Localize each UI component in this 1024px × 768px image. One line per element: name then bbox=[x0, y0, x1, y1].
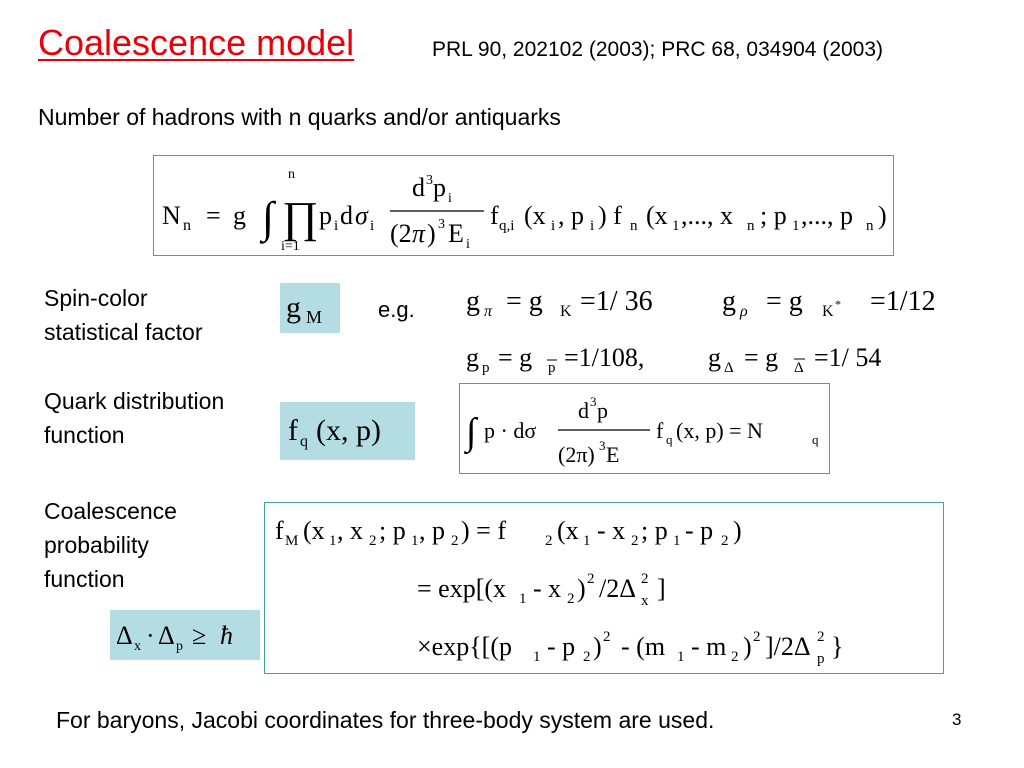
svg-text:- p: - p bbox=[685, 516, 714, 545]
svg-text:= exp[(x: = exp[(x bbox=[417, 574, 507, 603]
svg-text:(x: (x bbox=[303, 516, 325, 545]
svg-text:q,i: q,i bbox=[499, 218, 515, 234]
svg-text:(x, p): (x, p) bbox=[316, 414, 381, 447]
svg-text:2: 2 bbox=[583, 649, 591, 665]
svg-text:ρ: ρ bbox=[740, 303, 748, 320]
svg-text:n: n bbox=[866, 218, 874, 234]
svg-text:2: 2 bbox=[451, 533, 459, 549]
svg-text:g: g bbox=[466, 343, 479, 372]
svg-text:=1/12: =1/12 bbox=[870, 286, 936, 317]
svg-text:Δ: Δ bbox=[158, 621, 175, 650]
uncertainty-relation bbox=[110, 610, 260, 660]
svg-text:Δ: Δ bbox=[794, 360, 804, 376]
svg-text:,..., p: ,..., p bbox=[801, 201, 853, 230]
quark-normalization bbox=[460, 384, 831, 475]
svg-text:p: p bbox=[176, 639, 183, 654]
svg-text:*: * bbox=[835, 297, 841, 311]
svg-text:M: M bbox=[285, 533, 299, 549]
svg-text:(x, p) = N: (x, p) = N bbox=[676, 418, 763, 443]
svg-text:; p: ; p bbox=[641, 516, 668, 545]
svg-text:1: 1 bbox=[411, 533, 419, 549]
svg-text:∏: ∏ bbox=[282, 193, 319, 242]
coalescence-probability-formula bbox=[265, 503, 945, 675]
svg-text:= g: = g bbox=[744, 343, 779, 372]
svg-text:·: · bbox=[146, 621, 155, 650]
svg-text:x: x bbox=[134, 639, 141, 654]
svg-text:g: g bbox=[708, 343, 721, 372]
svg-text:): ) bbox=[743, 632, 752, 661]
svg-text:f: f bbox=[656, 418, 664, 443]
svg-text:, x: , x bbox=[337, 516, 363, 545]
svg-text:2: 2 bbox=[369, 533, 377, 549]
svg-text:Δ: Δ bbox=[116, 621, 133, 650]
label-quark-distribution: Quark distribution function bbox=[44, 388, 225, 448]
svg-text:3: 3 bbox=[426, 173, 433, 188]
main-formula-box bbox=[153, 155, 894, 256]
svg-text:g: g bbox=[286, 291, 301, 324]
svg-text:p: p bbox=[482, 360, 490, 376]
svg-text:/2Δ: /2Δ bbox=[599, 574, 636, 603]
svg-text:(2: (2 bbox=[390, 219, 412, 248]
svg-text:n: n bbox=[288, 167, 295, 182]
svg-text:i: i bbox=[448, 191, 452, 206]
svg-text:= g: = g bbox=[498, 343, 533, 372]
svg-text:1: 1 bbox=[583, 533, 591, 549]
gm-symbol-box bbox=[280, 283, 340, 333]
svg-text:E: E bbox=[606, 442, 620, 467]
svg-text:, p: , p bbox=[558, 201, 584, 230]
gm-symbol bbox=[280, 283, 340, 333]
subtitle: Number of hadrons with n quarks and/or antiquarks bbox=[38, 104, 561, 130]
svg-text:d: d bbox=[412, 173, 425, 202]
svg-text:2: 2 bbox=[753, 629, 761, 645]
svg-text:ħ: ħ bbox=[220, 621, 233, 650]
svg-text:= g: = g bbox=[766, 286, 803, 317]
svg-text:n: n bbox=[183, 217, 191, 234]
svg-text:Δ: Δ bbox=[724, 360, 734, 376]
svg-text:q: q bbox=[666, 432, 673, 447]
svg-text:- p: - p bbox=[547, 632, 576, 661]
svg-text:, p: , p bbox=[419, 516, 445, 545]
label-coalescence-probability: Coalescence probability function bbox=[44, 498, 177, 592]
svg-text:2: 2 bbox=[603, 629, 611, 645]
svg-text:≥: ≥ bbox=[192, 621, 207, 650]
svg-text:∫: ∫ bbox=[466, 411, 477, 453]
svg-text:i: i bbox=[466, 237, 470, 252]
svg-text:p: p bbox=[433, 173, 446, 202]
svg-text:): ) bbox=[733, 516, 742, 545]
svg-text:f: f bbox=[490, 201, 499, 230]
fq-symbol bbox=[280, 402, 415, 460]
svg-text:2: 2 bbox=[731, 649, 739, 665]
svg-text:2: 2 bbox=[567, 591, 575, 607]
svg-text:- x: - x bbox=[533, 574, 562, 603]
svg-text:) = f: ) = f bbox=[461, 516, 506, 545]
svg-text:2: 2 bbox=[587, 571, 595, 587]
svg-text:(2π): (2π) bbox=[558, 442, 595, 467]
svg-text:1: 1 bbox=[672, 218, 680, 234]
svg-text:p: p bbox=[319, 201, 332, 230]
svg-text:1: 1 bbox=[519, 591, 527, 607]
svg-text:=1/ 36: =1/ 36 bbox=[580, 286, 653, 317]
svg-text:3: 3 bbox=[590, 394, 597, 409]
svg-text:; p: ; p bbox=[379, 516, 406, 545]
svg-text:2: 2 bbox=[641, 571, 649, 587]
svg-text:∫: ∫ bbox=[262, 193, 275, 242]
fq-symbol-box bbox=[280, 402, 415, 460]
svg-text:,..., x: ,..., x bbox=[681, 201, 733, 230]
eg-label: e.g. bbox=[378, 297, 415, 322]
svg-text:d: d bbox=[340, 201, 353, 230]
svg-text:): ) bbox=[577, 574, 586, 603]
svg-text:d: d bbox=[578, 398, 589, 423]
svg-text:i=1: i=1 bbox=[281, 239, 300, 254]
svg-text:x: x bbox=[641, 593, 649, 609]
svg-text:= g: = g bbox=[506, 286, 543, 317]
svg-text:M: M bbox=[306, 307, 323, 327]
svg-text:2: 2 bbox=[631, 533, 639, 549]
coalescence-probability-box bbox=[264, 502, 944, 674]
svg-text:p: p bbox=[597, 398, 608, 423]
svg-text:i: i bbox=[370, 218, 375, 234]
svg-text:): ) bbox=[427, 219, 436, 248]
svg-text:q: q bbox=[812, 432, 819, 447]
reference-citation: PRL 90, 202102 (2003); PRC 68, 034904 (2003) bbox=[432, 38, 884, 61]
svg-text:i: i bbox=[334, 218, 339, 234]
svg-text:1: 1 bbox=[533, 649, 541, 665]
svg-text:×exp{[(p: ×exp{[(p bbox=[417, 632, 512, 661]
uncertainty-relation-box bbox=[110, 610, 260, 660]
page-title: Coalescence model bbox=[38, 22, 355, 63]
spin-color-examples bbox=[460, 278, 1020, 388]
svg-text:p: p bbox=[817, 651, 825, 667]
svg-text:(x: (x bbox=[557, 516, 579, 545]
svg-text:2: 2 bbox=[817, 629, 825, 645]
svg-text:): ) bbox=[593, 632, 602, 661]
svg-text:n: n bbox=[630, 218, 638, 234]
label-spin-color: Spin-color statistical factor bbox=[44, 285, 203, 345]
svg-text:i: i bbox=[551, 218, 556, 234]
svg-text:]/2Δ: ]/2Δ bbox=[765, 632, 811, 661]
svg-text:p: p bbox=[548, 360, 556, 376]
svg-text:K: K bbox=[822, 303, 834, 320]
svg-text:=1/108,: =1/108, bbox=[564, 343, 645, 372]
svg-text:}: } bbox=[831, 632, 844, 661]
svg-text:π: π bbox=[484, 303, 493, 320]
svg-text:2: 2 bbox=[721, 533, 729, 549]
main-formula bbox=[154, 156, 895, 257]
svg-text:p · dσ: p · dσ bbox=[484, 418, 537, 443]
svg-text:(x: (x bbox=[646, 201, 668, 230]
svg-text:n: n bbox=[747, 218, 755, 234]
svg-text:1: 1 bbox=[677, 649, 685, 665]
svg-text:g: g bbox=[466, 286, 480, 317]
svg-text:) f: ) f bbox=[598, 201, 622, 230]
svg-text:; p: ; p bbox=[760, 201, 787, 230]
svg-text:=1/ 54: =1/ 54 bbox=[814, 343, 882, 372]
svg-text:- x: - x bbox=[597, 516, 626, 545]
svg-text:(x: (x bbox=[524, 201, 546, 230]
svg-text:g: g bbox=[722, 286, 736, 317]
svg-text:1: 1 bbox=[329, 533, 337, 549]
svg-text:): ) bbox=[878, 201, 887, 230]
svg-text:q: q bbox=[300, 433, 308, 450]
svg-text:N: N bbox=[162, 201, 181, 230]
svg-text:f: f bbox=[288, 414, 298, 447]
svg-text:π: π bbox=[412, 219, 426, 248]
footer-note: For baryons, Jacobi coordinates for three-body system are used. bbox=[56, 707, 715, 733]
svg-text:E: E bbox=[448, 219, 464, 248]
svg-text:1: 1 bbox=[792, 218, 800, 234]
svg-text:i: i bbox=[590, 218, 595, 234]
svg-text:g: g bbox=[233, 201, 246, 230]
svg-text:3: 3 bbox=[599, 438, 606, 453]
svg-text:3: 3 bbox=[438, 217, 445, 232]
page-number: 3 bbox=[952, 710, 962, 729]
svg-text:=: = bbox=[206, 201, 221, 230]
svg-text:- (m: - (m bbox=[621, 632, 666, 661]
svg-text:- m: - m bbox=[691, 632, 727, 661]
svg-text:K: K bbox=[560, 303, 572, 320]
svg-text:2: 2 bbox=[545, 533, 553, 549]
svg-text:σ: σ bbox=[355, 201, 368, 230]
svg-text:f: f bbox=[275, 516, 284, 545]
svg-text:]: ] bbox=[657, 574, 666, 603]
quark-normalization-box bbox=[459, 383, 830, 474]
svg-text:1: 1 bbox=[673, 533, 681, 549]
